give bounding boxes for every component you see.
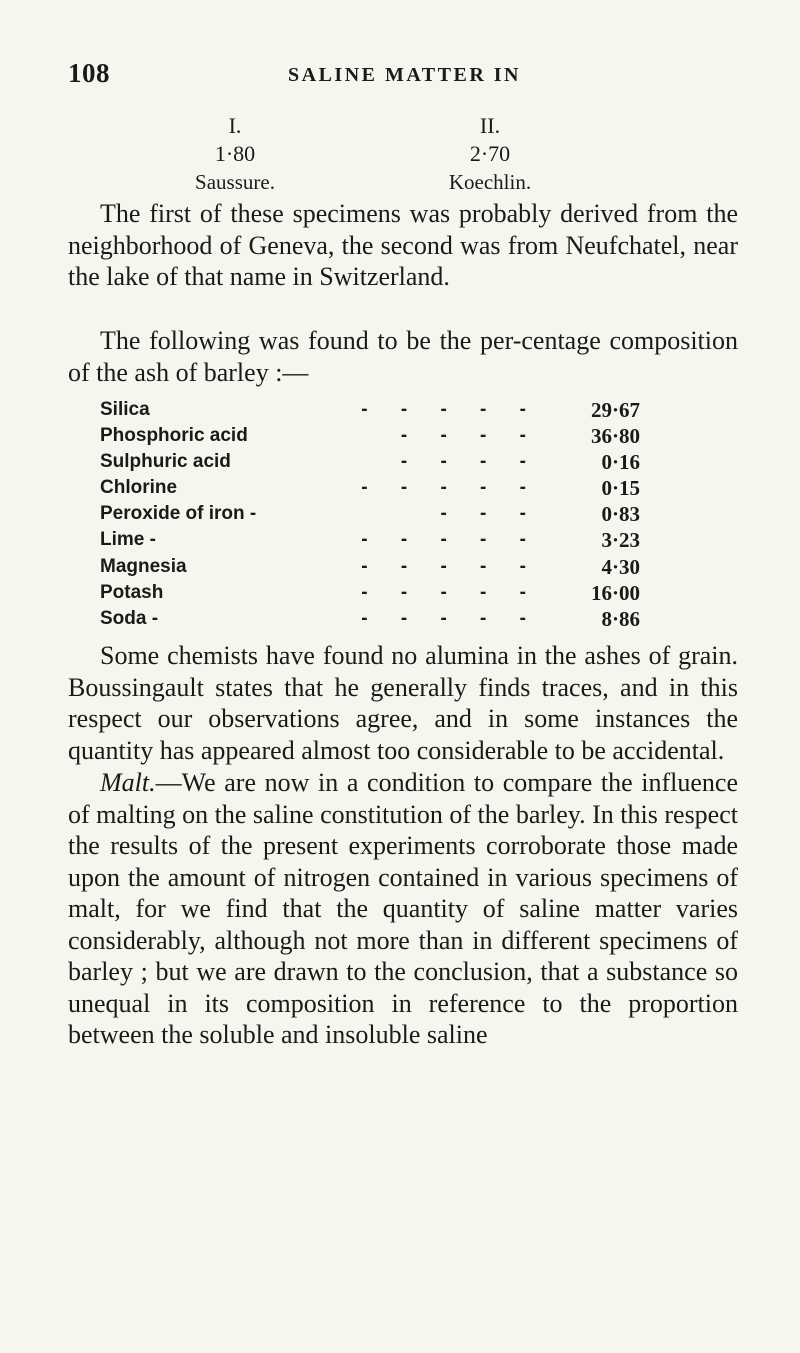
dot-leaders: - - - - - [361, 555, 540, 577]
constituent-name: Lime - [100, 529, 156, 551]
constituent-name: Sulphuric acid [100, 451, 231, 473]
constituent-value: 29·67 [590, 398, 640, 422]
table-row [100, 580, 650, 606]
page-header [68, 58, 748, 88]
malt-text: —We are now in a condition to compare the influence of malting on the saline constitution of the barley. In this respect the results of the present experiments corroborate those made upon the amount of nitrogen contained in various specimens of malt, for we find that the quantity of saline matter varies considerably, although not more than in different specimens of barley ; but we are drawn to the conclusion, that a substance so unequal in its composition in reference to the proportion between the soluble and insoluble saline [68, 768, 738, 1049]
constituent-name: Soda - [100, 607, 159, 629]
constituent-value: 8·86 [601, 606, 640, 631]
specimen-column-1 [175, 112, 295, 196]
specimen-value: 2·70 [469, 141, 511, 166]
specimen-value: 1·80 [214, 141, 256, 166]
specimen-comparison [0, 112, 800, 202]
paragraph-alumina: Some chemists have found no alumina in the ashes of grain. Boussingault states that he generally finds traces, and in this respect our observations agree, and in some instances the quantity has appeared almost too considerable to be accidental. [68, 641, 738, 765]
paragraph-barley-ash-intro: The following was found to be the per-centage composition of the ash of barley :— [68, 326, 738, 387]
dot-leaders: - - - - - [361, 399, 540, 420]
constituent-value: 4·30 [601, 554, 640, 579]
dot-leaders: - - - - - [361, 581, 540, 603]
dot-leaders: - - - - - [361, 529, 540, 551]
constituent-name: Silica [100, 399, 150, 420]
dot-leaders: - - - [440, 503, 540, 525]
constituent-name: Chlorine [100, 477, 178, 499]
table-row [100, 449, 650, 475]
page-number: 108 [68, 58, 110, 88]
specimen-author: Saussure. [195, 170, 275, 194]
constituent-value: 0·15 [601, 476, 640, 501]
specimen-author: Koechlin. [448, 170, 532, 194]
specimen-column-2 [420, 112, 560, 196]
constituent-name: Magnesia [100, 555, 187, 577]
running-title: SALINE MATTER IN [288, 64, 521, 86]
specimen-numeral: I. [228, 113, 242, 138]
dot-leaders: - - - - [400, 451, 540, 473]
paragraph-malt [68, 767, 738, 1051]
dot-leaders: - - - - [400, 425, 540, 447]
constituent-value: 36·80 [590, 424, 640, 449]
table-row [100, 501, 650, 527]
constituent-value: 0·83 [601, 502, 640, 527]
table-row [100, 475, 650, 501]
dot-leaders: - - - - - [361, 607, 540, 629]
table-row [100, 397, 650, 423]
specimen-numeral: II. [479, 113, 501, 138]
dot-leaders: - - - - - [361, 477, 540, 499]
constituent-name: Phosphoric acid [100, 425, 248, 447]
constituent-name: Potash [100, 581, 164, 603]
table-row [100, 606, 650, 632]
table-row [100, 423, 650, 449]
table-row [100, 554, 650, 580]
constituent-value: 16·00 [590, 580, 640, 605]
constituent-name: Peroxide of iron - [100, 503, 257, 525]
paragraph-specimens-origin: The first of these specimens was probably derived from the neighborhood of Geneva, the second was from Neufchatel, near the lake of that name in Switzerland. [68, 199, 738, 291]
constituent-value: 3·23 [601, 528, 640, 553]
table-row [100, 527, 650, 553]
malt-label: Malt. [100, 768, 156, 797]
constituent-value: 0·16 [601, 450, 640, 475]
ash-composition-table [100, 397, 650, 632]
